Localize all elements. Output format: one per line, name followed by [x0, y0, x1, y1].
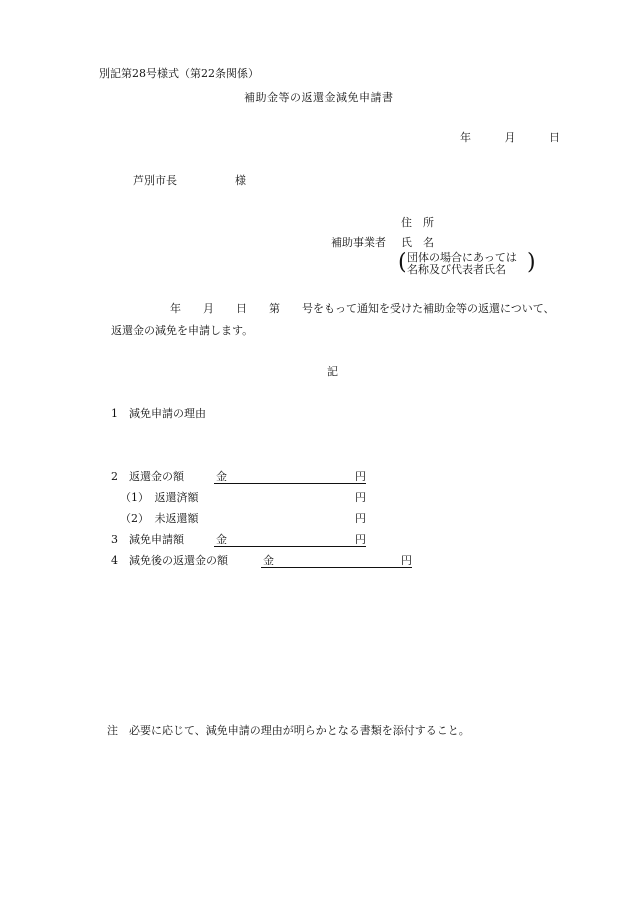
form-number-label: 別記第28号様式（第22条関係） — [99, 67, 259, 80]
item-returned-amount-label: （1） 返還済額 — [120, 491, 199, 504]
item3-kin: 金 — [216, 533, 227, 546]
item2-yen: 円 — [355, 470, 366, 483]
body-text-line2: 返還金の減免を申請します。 — [111, 324, 254, 337]
item-reason: 1 減免申請の理由 — [111, 407, 206, 420]
addressee — [133, 174, 246, 187]
date-day: 日 — [549, 131, 560, 144]
applicant-role-label: 補助事業者 — [331, 236, 386, 249]
name-label: 氏 名 — [401, 236, 434, 249]
date-line — [460, 131, 564, 144]
item2-kin: 金 — [216, 470, 227, 483]
group-note-line1: 団体の場合にあっては — [407, 251, 517, 264]
item4-kin: 金 — [263, 554, 274, 567]
item3-amount-underline — [214, 533, 366, 547]
item-unreturned-amount-label: （2） 未返還額 — [120, 512, 199, 525]
left-bracket: ( — [398, 250, 407, 275]
ki-heading: 記 — [327, 365, 338, 378]
item4-yen: 円 — [401, 554, 412, 567]
addressee-honorific: 様 — [235, 174, 246, 187]
addressee-name: 芦別市長 — [133, 174, 177, 187]
item-return-amount-label: 2 返還金の額 — [111, 470, 184, 483]
group-name-note — [398, 250, 536, 276]
item2-sub2-yen: 円 — [355, 512, 366, 525]
group-note-line2: 名称及び代表者氏名 — [407, 263, 506, 276]
item3-yen: 円 — [355, 533, 366, 546]
item2-sub1-yen: 円 — [355, 491, 366, 504]
document-title: 補助金等の返還金減免申請書 — [244, 91, 394, 104]
item-after-reduction-amount-label: 4 減免後の返還金の額 — [111, 554, 228, 567]
date-year: 年 — [460, 131, 471, 144]
address-label: 住 所 — [401, 216, 434, 229]
item2-amount-underline — [214, 470, 366, 484]
item-reduction-amount-label: 3 減免申請額 — [111, 533, 184, 546]
item4-amount-underline — [261, 554, 412, 568]
footnote: 注 必要に応じて、減免申請の理由が明らかとなる書類を添付すること。 — [107, 724, 470, 737]
body-text-line1: 年 月 日 第 号をもって通知を受けた補助金等の返還について、 — [170, 302, 555, 315]
right-bracket: ) — [527, 250, 536, 275]
date-month: 月 — [504, 131, 516, 144]
